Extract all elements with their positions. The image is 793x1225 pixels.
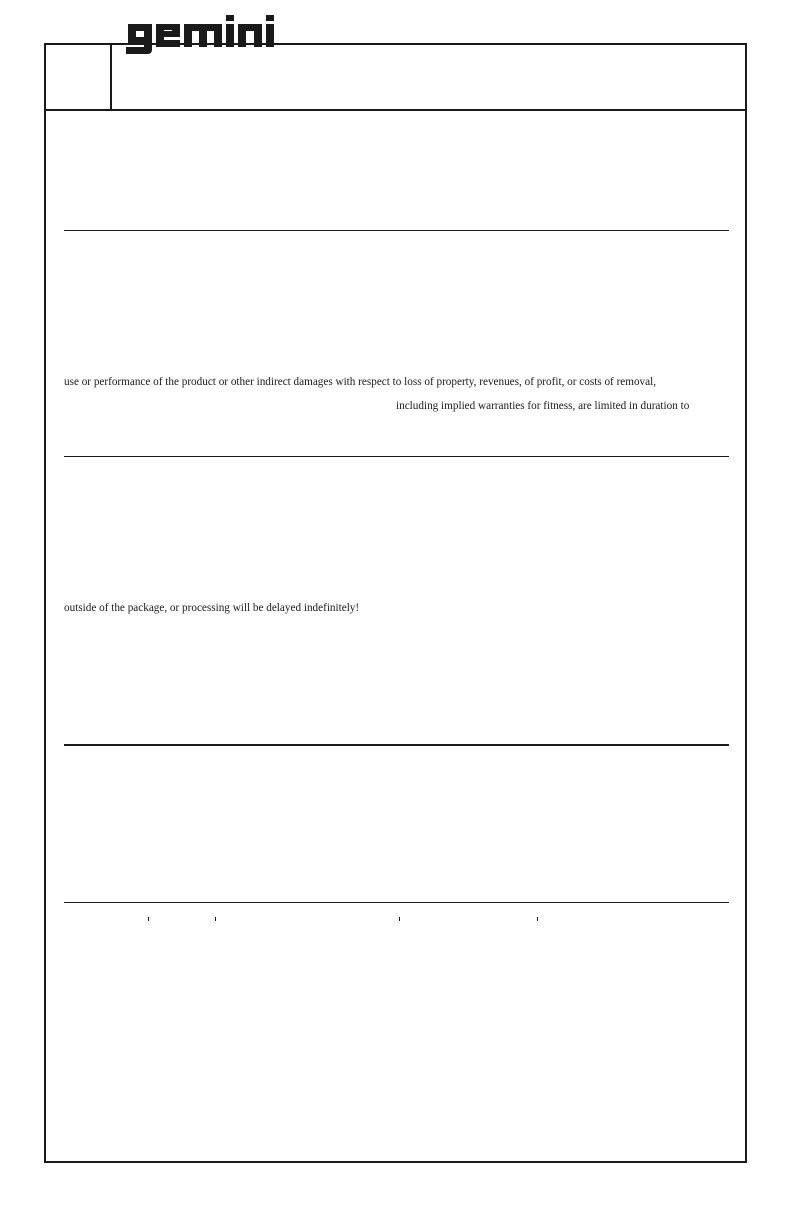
gemini-logo [122,10,292,60]
mark-2 [215,917,216,921]
logo-i-dot [226,15,234,21]
section-divider-1 [64,230,729,231]
returns-text-line-1: outside of the package, or processing will be delayed indefinitely! [64,602,360,614]
limitation-text-line-2: including implied warranties for fitness, are limited in duration to [396,400,690,412]
gemini-logo-graphic [122,10,292,60]
logo-letter-n [238,24,262,47]
mark-1 [148,917,149,921]
mark-3 [399,917,400,921]
logo-letter-i [226,24,234,47]
section-divider-2 [64,456,729,457]
logo-i-dot-2 [266,15,274,21]
section-divider-4 [64,902,729,903]
logo-letter-i-2 [266,24,274,47]
limitation-text-line-1: use or performance of the product or other indirect damages with respect to loss of property, revenues, of profit, or costs of removal, [64,376,657,388]
header-left-cell [46,45,112,109]
logo-letter-m [184,24,222,47]
mark-4 [537,917,538,921]
logo-letter-e [156,24,180,47]
logo-letter-g [126,24,152,54]
section-divider-3 [64,744,729,746]
